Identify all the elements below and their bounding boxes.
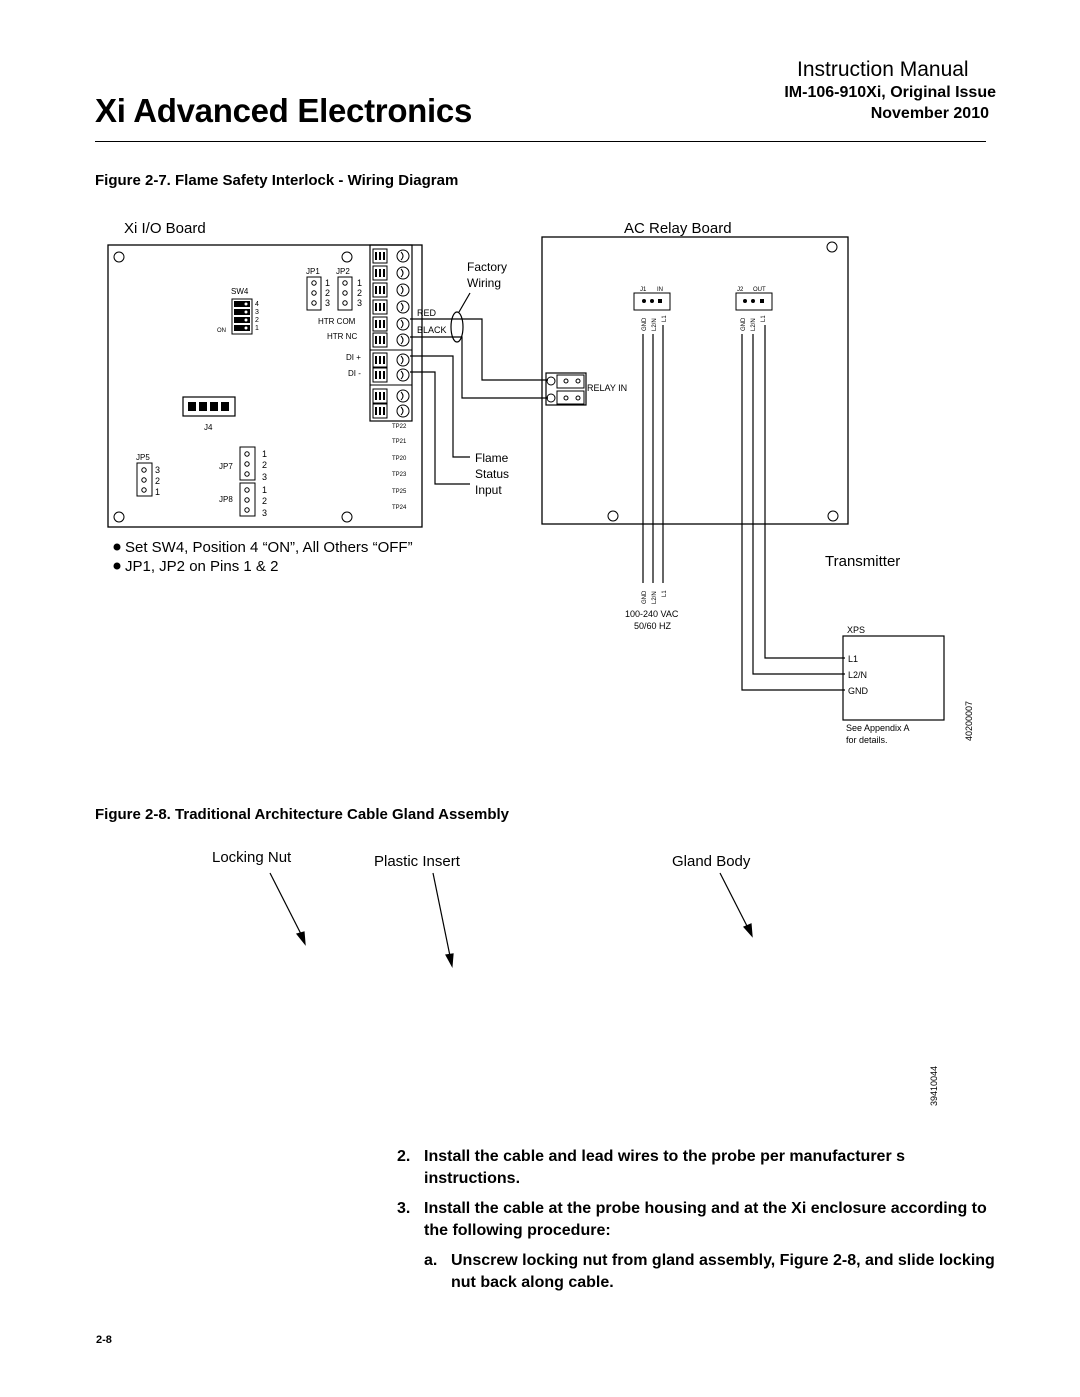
black-wire-label: BLACK — [417, 325, 447, 335]
note-2: JP1, JP2 on Pins 1 & 2 — [125, 558, 279, 575]
step-3-text: Install the cable at the probe housing and at the Xi enclosure according to the following procedure: — [424, 1200, 987, 1239]
sw-on-label: ON — [217, 328, 226, 334]
transmitter-label: Transmitter — [825, 553, 901, 570]
relay-in-label: RELAY IN — [587, 383, 628, 393]
supply-l2n-label: L2/N — [652, 591, 658, 604]
sw4-label: SW4 — [231, 287, 249, 296]
flame-status-input-1: Flame — [475, 451, 509, 465]
step-3 — [397, 1198, 997, 1242]
locking-nut-leader — [270, 873, 302, 936]
jp8-label: JP8 — [219, 495, 233, 504]
jp1-label: JP1 — [306, 267, 320, 276]
figure-2-8-code: 39410044 — [929, 1065, 939, 1106]
relay-board-label: AC Relay Board — [624, 220, 732, 237]
xps-l1-label: L1 — [848, 654, 859, 664]
j4-connector — [183, 397, 235, 432]
locking-nut-label: Locking Nut — [212, 849, 292, 866]
note-1-bullet — [114, 544, 121, 551]
jp2-label: JP2 — [336, 267, 350, 276]
htr-nc-label: HTR NC — [327, 332, 358, 341]
j2-gnd-label: GND — [741, 317, 747, 331]
xps-label: XPS — [847, 625, 866, 635]
jp5-jumper — [136, 453, 160, 497]
htr-com-label: HTR COM — [318, 317, 356, 326]
step-3-number: 3. — [397, 1200, 411, 1217]
jp1-pin-2: 2 — [325, 288, 331, 298]
gland-body-arrowhead — [744, 924, 752, 936]
page-number: 2-8 — [96, 1334, 112, 1346]
jp7-jumper — [219, 447, 267, 482]
jp5-label: JP5 — [136, 453, 150, 462]
sw-pos-3: 3 — [255, 309, 259, 316]
j1-gnd-label: GND — [642, 317, 648, 331]
figure-2-8-caption: Figure 2-8. Traditional Architecture Cable Gland Assembly — [95, 806, 509, 823]
jp2-pin-3: 3 — [357, 298, 363, 308]
factory-wiring-label-1: Factory — [467, 260, 508, 274]
jp8-pin-1: 1 — [262, 485, 268, 495]
j2-l2n-label: L2/N — [751, 318, 757, 331]
supply-gnd-label: GND — [642, 590, 648, 604]
jp8-pin-3: 3 — [262, 508, 268, 518]
sw-pos-2: 2 — [255, 317, 259, 324]
xps-l2n-label: L2/N — [848, 670, 868, 680]
j1-l1-label: L1 — [662, 315, 668, 322]
gland-body-leader — [720, 873, 748, 928]
tp20-label: TP20 — [392, 456, 407, 462]
document-title: Xi Advanced Electronics — [95, 92, 473, 129]
j4-label: J4 — [204, 423, 213, 432]
factory-wiring-label-2: Wiring — [467, 276, 502, 290]
step-3a-text: Unscrew locking nut from gland assembly, Figure 2-8, and slide locking nut back along cable. — [451, 1252, 995, 1291]
jp2-pin-1: 1 — [357, 278, 363, 288]
document-date: November 2010 — [870, 105, 989, 122]
step-3a — [397, 1250, 997, 1294]
supply-l1-label: L1 — [662, 590, 668, 597]
gland-body-label: Gland Body — [672, 853, 751, 870]
jp7-pin-3: 3 — [262, 472, 268, 482]
supply-frequency: 50/60 HZ — [634, 621, 672, 631]
jp2-pin-2: 2 — [357, 288, 363, 298]
step-2 — [397, 1146, 997, 1190]
flame-status-input-3: Input — [475, 483, 502, 497]
jp5-pin-1: 1 — [155, 487, 161, 497]
ac-relay-board — [542, 237, 848, 524]
jp7-pin-1: 1 — [262, 449, 268, 459]
jp1-pin-3: 3 — [325, 298, 331, 308]
see-appendix-line-2: for details. — [846, 735, 888, 745]
figure-2-7-code: 40200007 — [964, 700, 974, 741]
plastic-insert-leader — [433, 873, 450, 956]
step-2-number: 2. — [397, 1148, 411, 1165]
document-id: IM-106-910Xi, Original Issue — [784, 84, 996, 101]
procedure-steps — [397, 1146, 997, 1294]
di-plus-label: DI + — [346, 353, 361, 362]
figure-2-7-caption: Figure 2-7. Flame Safety Interlock - Wiring Diagram — [95, 172, 459, 189]
tp25-label: TP25 — [392, 489, 407, 495]
step-2-text: Install the cable and lead wires to the probe per manufacturer s instructions. — [424, 1148, 906, 1187]
locking-nut-arrowhead — [297, 932, 305, 944]
jp8-pin-2: 2 — [262, 496, 268, 506]
jp5-pin-2: 2 — [155, 476, 161, 486]
io-board-label: Xi I/O Board — [124, 220, 206, 237]
tp23-label: TP23 — [392, 472, 407, 478]
power-wires — [643, 325, 845, 690]
cable-gland-diagram — [0, 840, 1080, 1120]
sw4-switch — [217, 287, 259, 334]
red-wire-label: RED — [417, 308, 437, 318]
jp5-pin-3: 3 — [155, 465, 161, 475]
j1-label: J1 — [640, 287, 647, 293]
supply-voltage: 100-240 VAC — [625, 609, 679, 619]
tp21-label: TP21 — [392, 439, 407, 445]
jp7-label: JP7 — [219, 462, 233, 471]
step-3a-letter: a. — [424, 1252, 438, 1269]
jp8-jumper — [219, 483, 267, 518]
note-1: Set SW4, Position 4 “ON”, All Others “OFF” — [125, 539, 413, 556]
see-appendix-line-1: See Appendix A — [846, 723, 910, 733]
manual-label: Instruction Manual — [797, 58, 969, 81]
note-2-bullet — [114, 563, 121, 570]
tp24-label: TP24 — [392, 505, 407, 511]
jp1-jp2-jumpers — [306, 267, 362, 310]
terminal-strip — [370, 245, 412, 421]
xps-gnd-label: GND — [848, 686, 868, 696]
j1-in-label: IN — [657, 287, 663, 293]
sw-pos-1: 1 — [255, 325, 259, 332]
flame-status-input-2: Status — [475, 467, 510, 481]
plastic-insert-label: Plastic Insert — [374, 853, 460, 870]
tp22-label: TP22 — [392, 424, 407, 430]
j2-l1-label: L1 — [761, 315, 767, 322]
j1-l2n-label: L2/N — [652, 318, 658, 331]
sw-pos-4: 4 — [255, 301, 259, 308]
jp7-pin-2: 2 — [262, 460, 268, 470]
j2-out-label: OUT — [753, 287, 766, 293]
jp1-pin-1: 1 — [325, 278, 331, 288]
j2-label: J2 — [737, 287, 744, 293]
di-minus-label: DI - — [348, 369, 361, 378]
plastic-insert-arrowhead — [446, 954, 453, 966]
